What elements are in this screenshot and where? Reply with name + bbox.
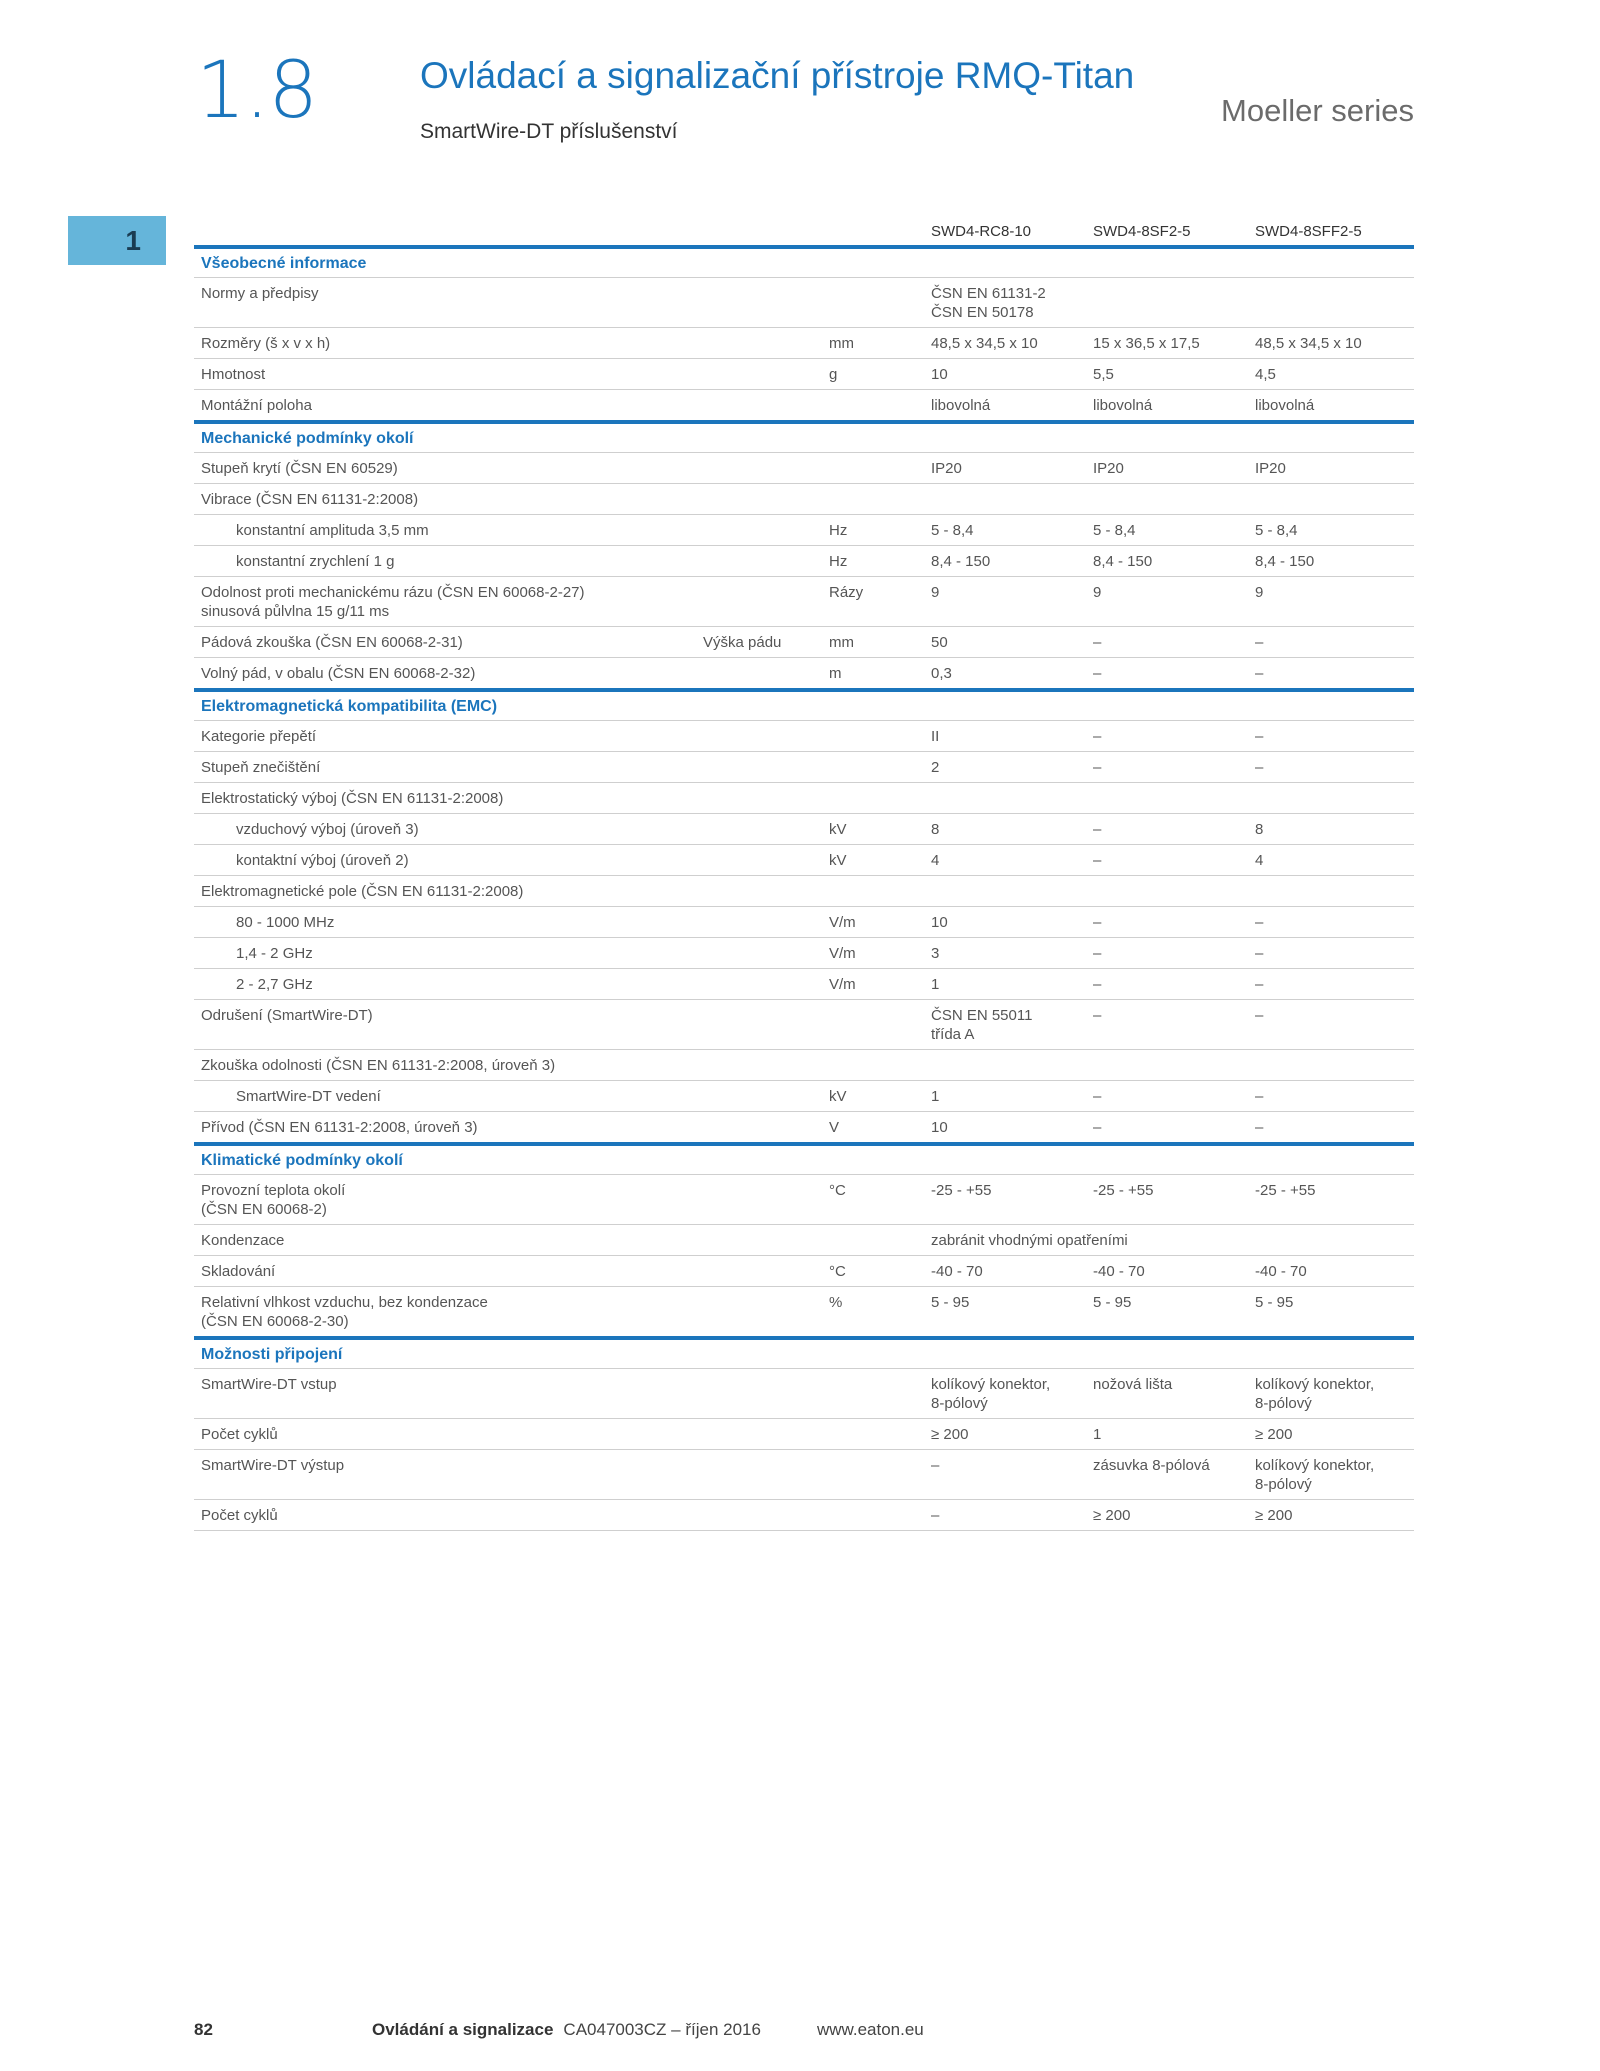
row-value: ≥ 200 xyxy=(924,1419,1086,1450)
table-row xyxy=(194,814,1414,845)
row-value: 5,5 xyxy=(1086,359,1248,390)
row-value: – xyxy=(1248,1081,1414,1112)
row-value: – xyxy=(1086,1081,1248,1112)
section-title: Mechanické podmínky okolí xyxy=(194,422,1414,453)
table-row xyxy=(194,1256,1414,1287)
series-label: Moeller series xyxy=(1221,93,1414,128)
row-value: 5 - 8,4 xyxy=(924,515,1086,546)
row-value: kolíkový konektor, 8-pólový xyxy=(1248,1450,1414,1500)
row-value: 9 xyxy=(1248,577,1414,627)
table-row xyxy=(194,1500,1414,1531)
section-title: Klimatické podmínky okolí xyxy=(194,1144,1414,1175)
row-value: IP20 xyxy=(924,453,1086,484)
row-value: zabránit vhodnými opatřeními xyxy=(924,1225,1414,1256)
row-extra xyxy=(696,1256,822,1287)
row-value: 48,5 x 34,5 x 10 xyxy=(924,328,1086,359)
row-unit: °C xyxy=(822,1256,924,1287)
table-row xyxy=(194,1081,1414,1112)
section-header-row xyxy=(194,1338,1414,1369)
row-value: 10 xyxy=(924,359,1086,390)
row-unit: kV xyxy=(822,845,924,876)
header-unit-cell xyxy=(822,216,924,247)
row-value: – xyxy=(1086,658,1248,691)
table-row xyxy=(194,658,1414,691)
row-value: – xyxy=(1086,845,1248,876)
page-subtitle: SmartWire-DT příslušenství xyxy=(420,120,678,143)
table-row xyxy=(194,390,1414,423)
row-label: Montážní poloha xyxy=(194,390,696,423)
row-value: 8,4 - 150 xyxy=(1248,546,1414,577)
row-label: Počet cyklů xyxy=(194,1419,696,1450)
table-row xyxy=(194,546,1414,577)
row-extra xyxy=(696,969,822,1000)
section-header-row xyxy=(194,690,1414,721)
row-extra xyxy=(696,1050,822,1081)
row-label: Počet cyklů xyxy=(194,1500,696,1531)
row-extra xyxy=(696,1175,822,1225)
table-row xyxy=(194,938,1414,969)
row-value: kolíkový konektor, 8-pólový xyxy=(924,1369,1086,1419)
row-value: libovolná xyxy=(1086,390,1248,423)
row-value: ≥ 200 xyxy=(1086,1500,1248,1531)
section-title: Elektromagnetická kompatibilita (EMC) xyxy=(194,690,1414,721)
table-row xyxy=(194,783,1414,814)
row-extra xyxy=(696,484,822,515)
table-row xyxy=(194,1175,1414,1225)
row-unit xyxy=(822,1450,924,1500)
row-label: Normy a předpisy xyxy=(194,278,696,328)
row-extra xyxy=(696,1287,822,1339)
row-value: 5 - 8,4 xyxy=(1248,515,1414,546)
row-value: ČSN EN 61131-2 ČSN EN 50178 xyxy=(924,278,1086,328)
row-value: – xyxy=(1086,907,1248,938)
section-title: Všeobecné informace xyxy=(194,247,1414,278)
spec-table xyxy=(194,216,1414,1531)
row-extra xyxy=(696,546,822,577)
row-value: 8,4 - 150 xyxy=(924,546,1086,577)
row-value xyxy=(924,484,1086,515)
chapter-number: 1.8 xyxy=(196,46,318,136)
header-label-cell xyxy=(194,216,696,247)
row-value: 10 xyxy=(924,1112,1086,1145)
row-value: 2 xyxy=(924,752,1086,783)
row-unit xyxy=(822,484,924,515)
row-label: Kategorie přepětí xyxy=(194,721,696,752)
row-unit: mm xyxy=(822,328,924,359)
row-value: – xyxy=(924,1450,1086,1500)
row-value: libovolná xyxy=(1248,390,1414,423)
row-unit: kV xyxy=(822,814,924,845)
header-extra-cell xyxy=(696,216,822,247)
row-value xyxy=(1086,484,1248,515)
page-footer xyxy=(194,2020,924,2040)
row-value: 5 - 8,4 xyxy=(1086,515,1248,546)
table-row xyxy=(194,1369,1414,1419)
row-label: Odrušení (SmartWire-DT) xyxy=(194,1000,696,1050)
row-value: ČSN EN 55011 třída A xyxy=(924,1000,1086,1050)
row-label: Vibrace (ČSN EN 61131-2:2008) xyxy=(194,484,696,515)
row-label: 1,4 - 2 GHz xyxy=(194,938,696,969)
table-row xyxy=(194,278,1414,328)
row-value xyxy=(1086,876,1248,907)
row-value: 0,3 xyxy=(924,658,1086,691)
row-value: – xyxy=(1248,721,1414,752)
table-row xyxy=(194,627,1414,658)
row-value: – xyxy=(1248,752,1414,783)
row-value: IP20 xyxy=(1248,453,1414,484)
table-row xyxy=(194,876,1414,907)
row-label: Skladování xyxy=(194,1256,696,1287)
table-row xyxy=(194,1000,1414,1050)
row-value: libovolná xyxy=(924,390,1086,423)
row-value: – xyxy=(1086,814,1248,845)
row-value: 9 xyxy=(924,577,1086,627)
row-unit: V xyxy=(822,1112,924,1145)
row-extra xyxy=(696,1419,822,1450)
table-row xyxy=(194,359,1414,390)
row-label: vzduchový výboj (úroveň 3) xyxy=(194,814,696,845)
row-unit: V/m xyxy=(822,938,924,969)
row-value: 8 xyxy=(1248,814,1414,845)
row-value: 1 xyxy=(1086,1419,1248,1450)
row-label: 2 - 2,7 GHz xyxy=(194,969,696,1000)
table-row xyxy=(194,907,1414,938)
row-value: – xyxy=(1248,1112,1414,1145)
row-value: zásuvka 8-pólová xyxy=(1086,1450,1248,1500)
row-label: konstantní amplituda 3,5 mm xyxy=(194,515,696,546)
row-label: Stupeň znečištění xyxy=(194,752,696,783)
table-row xyxy=(194,577,1414,627)
row-label: Rozměry (š x v x h) xyxy=(194,328,696,359)
row-value xyxy=(1248,1050,1414,1081)
row-value: – xyxy=(1248,907,1414,938)
row-extra xyxy=(696,1225,822,1256)
row-unit xyxy=(822,1369,924,1419)
row-unit: Hz xyxy=(822,515,924,546)
table-row xyxy=(194,969,1414,1000)
row-value: -25 - +55 xyxy=(924,1175,1086,1225)
row-value: 5 - 95 xyxy=(1086,1287,1248,1339)
row-value xyxy=(1248,783,1414,814)
footer-url[interactable]: www.eaton.eu xyxy=(816,2020,924,2039)
row-value: – xyxy=(1086,752,1248,783)
row-unit xyxy=(822,783,924,814)
row-unit xyxy=(822,278,924,328)
row-extra xyxy=(696,876,822,907)
row-value: II xyxy=(924,721,1086,752)
row-value: – xyxy=(1248,658,1414,691)
row-value: ≥ 200 xyxy=(1248,1419,1414,1450)
row-extra xyxy=(696,783,822,814)
row-value: – xyxy=(1086,627,1248,658)
row-extra xyxy=(696,1450,822,1500)
row-unit xyxy=(822,1225,924,1256)
footer-doc-id: CA047003CZ – říjen 2016 xyxy=(563,2020,761,2039)
row-value xyxy=(1248,876,1414,907)
row-value: 4 xyxy=(924,845,1086,876)
row-extra xyxy=(696,453,822,484)
row-value: 10 xyxy=(924,907,1086,938)
row-unit: °C xyxy=(822,1175,924,1225)
row-value: – xyxy=(1086,1112,1248,1145)
table-row xyxy=(194,1419,1414,1450)
row-unit: g xyxy=(822,359,924,390)
row-label: 80 - 1000 MHz xyxy=(194,907,696,938)
spec-table-body xyxy=(194,247,1414,1531)
table-row xyxy=(194,752,1414,783)
row-unit: V/m xyxy=(822,907,924,938)
table-row xyxy=(194,1225,1414,1256)
row-label: SmartWire-DT vstup xyxy=(194,1369,696,1419)
row-label: Stupeň krytí (ČSN EN 60529) xyxy=(194,453,696,484)
column-header: SWD4-8SF2-5 xyxy=(1093,223,1191,240)
page-number: 82 xyxy=(194,2020,213,2039)
row-value xyxy=(1248,484,1414,515)
table-header-row xyxy=(194,216,1414,247)
row-value: – xyxy=(1086,969,1248,1000)
row-extra xyxy=(696,515,822,546)
row-value: – xyxy=(1248,938,1414,969)
table-row xyxy=(194,484,1414,515)
row-value xyxy=(1248,278,1414,328)
row-value xyxy=(924,783,1086,814)
row-value: kolíkový konektor, 8-pólový xyxy=(1248,1369,1414,1419)
row-value: nožová lišta xyxy=(1086,1369,1248,1419)
row-label: kontaktní výboj (úroveň 2) xyxy=(194,845,696,876)
row-value: -40 - 70 xyxy=(1086,1256,1248,1287)
table-row xyxy=(194,1050,1414,1081)
row-extra xyxy=(696,359,822,390)
row-extra xyxy=(696,907,822,938)
row-label: konstantní zrychlení 1 g xyxy=(194,546,696,577)
row-value: 5 - 95 xyxy=(924,1287,1086,1339)
row-extra xyxy=(696,1500,822,1531)
row-unit: Rázy xyxy=(822,577,924,627)
row-extra xyxy=(696,814,822,845)
row-value xyxy=(924,1050,1086,1081)
row-extra xyxy=(696,1081,822,1112)
row-value xyxy=(1086,278,1248,328)
row-label: Kondenzace xyxy=(194,1225,696,1256)
row-value: – xyxy=(1248,627,1414,658)
row-value: – xyxy=(1086,1000,1248,1050)
row-extra xyxy=(696,845,822,876)
row-unit: kV xyxy=(822,1081,924,1112)
row-label: SmartWire-DT výstup xyxy=(194,1450,696,1500)
row-value: – xyxy=(1248,969,1414,1000)
row-label: Pádová zkouška (ČSN EN 60068-2-31) xyxy=(194,627,696,658)
row-value: 4 xyxy=(1248,845,1414,876)
row-unit: m xyxy=(822,658,924,691)
row-value: – xyxy=(1086,721,1248,752)
row-extra: Výška pádu xyxy=(696,627,822,658)
table-row xyxy=(194,453,1414,484)
row-label: Relativní vlhkost vzduchu, bez kondenzace (ČSN EN 60068-2-30) xyxy=(194,1287,696,1339)
row-label: Provozní teplota okolí (ČSN EN 60068-2) xyxy=(194,1175,696,1225)
row-value: – xyxy=(1248,1000,1414,1050)
table-row xyxy=(194,515,1414,546)
section-header-row xyxy=(194,1144,1414,1175)
row-value: – xyxy=(924,1500,1086,1531)
column-header: SWD4-8SFF2-5 xyxy=(1255,223,1362,240)
table-row xyxy=(194,328,1414,359)
row-value: ≥ 200 xyxy=(1248,1500,1414,1531)
row-extra xyxy=(696,1000,822,1050)
row-extra xyxy=(696,390,822,423)
table-row xyxy=(194,1287,1414,1339)
row-extra xyxy=(696,1112,822,1145)
row-unit xyxy=(822,721,924,752)
row-value: -25 - +55 xyxy=(1086,1175,1248,1225)
row-extra xyxy=(696,328,822,359)
row-unit xyxy=(822,1419,924,1450)
row-value: 3 xyxy=(924,938,1086,969)
row-unit xyxy=(822,390,924,423)
row-unit: % xyxy=(822,1287,924,1339)
footer-section: Ovládání a signalizace xyxy=(372,2020,554,2039)
table-row xyxy=(194,845,1414,876)
column-header: SWD4-RC8-10 xyxy=(931,223,1032,240)
chapter-tab: 1 xyxy=(68,216,166,265)
row-extra xyxy=(696,721,822,752)
row-unit: mm xyxy=(822,627,924,658)
row-value: 8 xyxy=(924,814,1086,845)
row-value: IP20 xyxy=(1086,453,1248,484)
page-title: Ovládací a signalizační přístroje RMQ-Titan xyxy=(420,55,1135,96)
row-value: -25 - +55 xyxy=(1248,1175,1414,1225)
row-extra xyxy=(696,1369,822,1419)
row-value: 4,5 xyxy=(1248,359,1414,390)
row-value: 1 xyxy=(924,969,1086,1000)
row-label: Odolnost proti mechanickému rázu (ČSN EN 60068-2-27) sinusová půlvlna 15 g/11 ms xyxy=(194,577,696,627)
row-label: SmartWire-DT vedení xyxy=(194,1081,696,1112)
row-extra xyxy=(696,938,822,969)
row-unit xyxy=(822,1000,924,1050)
row-extra xyxy=(696,278,822,328)
row-value: 5 - 95 xyxy=(1248,1287,1414,1339)
row-unit: Hz xyxy=(822,546,924,577)
row-unit xyxy=(822,1050,924,1081)
row-value: 15 x 36,5 x 17,5 xyxy=(1086,328,1248,359)
row-unit: V/m xyxy=(822,969,924,1000)
row-label: Elektrostatický výboj (ČSN EN 61131-2:2008) xyxy=(194,783,696,814)
row-value: -40 - 70 xyxy=(1248,1256,1414,1287)
row-extra xyxy=(696,658,822,691)
section-header-row xyxy=(194,422,1414,453)
row-label: Elektromagnetické pole (ČSN EN 61131-2:2008) xyxy=(194,876,696,907)
row-extra xyxy=(696,577,822,627)
table-row xyxy=(194,1450,1414,1500)
table-row xyxy=(194,1112,1414,1145)
row-value: 8,4 - 150 xyxy=(1086,546,1248,577)
row-extra xyxy=(696,752,822,783)
row-value xyxy=(1086,1050,1248,1081)
row-value xyxy=(924,876,1086,907)
row-value xyxy=(1086,783,1248,814)
row-label: Přívod (ČSN EN 61131-2:2008, úroveň 3) xyxy=(194,1112,696,1145)
row-unit xyxy=(822,1500,924,1531)
row-unit xyxy=(822,752,924,783)
section-header-row xyxy=(194,247,1414,278)
table-row xyxy=(194,721,1414,752)
section-title: Možnosti připojení xyxy=(194,1338,1414,1369)
row-value: 1 xyxy=(924,1081,1086,1112)
row-label: Zkouška odolnosti (ČSN EN 61131-2:2008, úroveň 3) xyxy=(194,1050,696,1081)
row-unit xyxy=(822,876,924,907)
row-value: 48,5 x 34,5 x 10 xyxy=(1248,328,1414,359)
row-label: Hmotnost xyxy=(194,359,696,390)
row-unit xyxy=(822,453,924,484)
row-label: Volný pád, v obalu (ČSN EN 60068-2-32) xyxy=(194,658,696,691)
row-value: 9 xyxy=(1086,577,1248,627)
row-value: – xyxy=(1086,938,1248,969)
row-value: 50 xyxy=(924,627,1086,658)
row-value: -40 - 70 xyxy=(924,1256,1086,1287)
